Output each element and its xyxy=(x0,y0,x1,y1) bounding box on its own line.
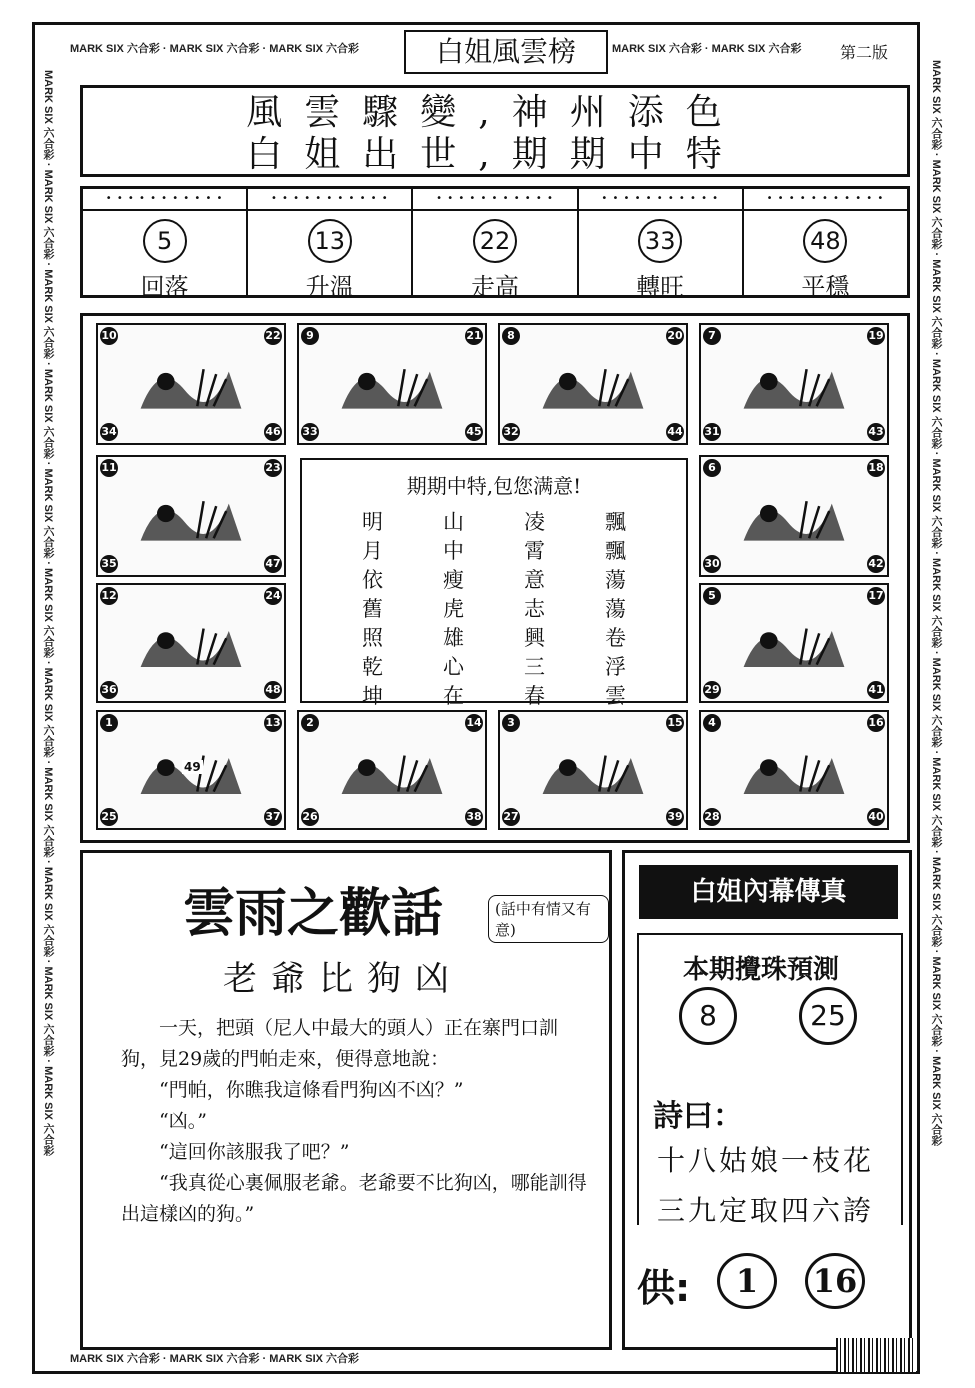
poem-char: 雲 xyxy=(605,684,626,708)
zodiac-illustration xyxy=(329,734,455,806)
zodiac-illustration xyxy=(530,347,656,421)
trend-number: 5 xyxy=(143,219,187,263)
zodiac-number: 26 xyxy=(301,808,319,826)
zodiac-number: 39 xyxy=(666,808,684,826)
poem-char: 雄 xyxy=(443,626,464,650)
zodiac-number: 16 xyxy=(867,714,885,732)
inside-info-section xyxy=(622,850,912,1350)
zodiac-number: 38 xyxy=(465,808,483,826)
zodiac-number: 47 xyxy=(264,555,282,573)
story-paragraph: “這回你該服我了吧？” xyxy=(121,1141,350,1163)
zodiac-number: 24 xyxy=(264,587,282,605)
zodiac-number: 28 xyxy=(703,808,721,826)
trend-cell xyxy=(248,189,413,301)
zodiac-number: 45 xyxy=(465,423,483,441)
supply-number: 1 xyxy=(717,1253,777,1309)
zodiac-number: 43 xyxy=(867,423,885,441)
zodiac-number: 2 xyxy=(301,714,319,732)
zodiac-number: 30 xyxy=(703,555,721,573)
poem-line: 十八姑娘一枝花 xyxy=(657,1144,875,1177)
dot-row: • • • • • • • • • • • xyxy=(83,189,246,211)
barcode xyxy=(836,1338,916,1372)
poem-char: 乾 xyxy=(362,655,383,679)
poem-char: 坤 xyxy=(362,684,383,708)
zodiac-tile xyxy=(96,583,286,703)
supply-label: 供: xyxy=(637,1266,691,1310)
inside-info-banner: 白姐內幕傳真 xyxy=(639,865,898,919)
zodiac-number: 21 xyxy=(465,327,483,345)
poem-char: 照 xyxy=(362,626,383,650)
zodiac-number: 11 xyxy=(100,459,118,477)
prediction-number: 25 xyxy=(799,987,857,1045)
zodiac-number: 9 xyxy=(301,327,319,345)
zodiac-tile xyxy=(297,710,487,830)
poem-char: 中 xyxy=(443,539,464,563)
zodiac-illustration xyxy=(731,734,857,806)
right-strip: MARK SIX 六合彩 · MARK SIX 六合彩 · MARK SIX 六合彩 · MARK SIX 六合彩 · MARK SIX 六合彩 · MARK SIX 六合彩 · MARK SIX 六合彩 · MARK SIX 六合彩 · MARK SIX 六合彩 · MARK SIX 六合彩 · MARK SIX 六合彩 xyxy=(930,60,942,1146)
trend-label: 平穩 xyxy=(801,273,850,301)
story-paragraph: “門帕，你瞧我這條看門狗凶不凶？” xyxy=(121,1079,464,1101)
zodiac-illustration xyxy=(731,479,857,553)
story-paragraph: “凶。” xyxy=(121,1110,207,1132)
page-title: 白姐風雲榜 xyxy=(404,30,608,74)
trend-cell xyxy=(413,189,578,301)
poem-heading: 期期中特,包您满意! xyxy=(406,474,582,498)
headline-line-2: 白姐出世,期期中特 xyxy=(246,134,744,175)
poem-label: 詩曰： xyxy=(653,1099,743,1134)
zodiac-number: 8 xyxy=(502,327,520,345)
poem-char: 瘦 xyxy=(443,568,464,592)
poem-char: 浮 xyxy=(605,655,626,679)
zodiac-number: 33 xyxy=(301,423,319,441)
zodiac-illustration xyxy=(329,347,455,421)
story-paragraph: “我真從心裏佩服老爺。老爺要不比狗凶，哪能訓得出這樣凶的狗。” xyxy=(121,1172,587,1225)
poem-char: 心 xyxy=(443,655,464,679)
poem-char: 志 xyxy=(524,597,545,621)
poem-line: 三九定取四六誇 xyxy=(657,1194,875,1227)
trend-row xyxy=(80,186,910,301)
zodiac-tile xyxy=(96,455,286,577)
poem-char: 明 xyxy=(362,510,383,534)
zodiac-tile xyxy=(498,323,688,445)
story-title: 雲雨之歡話 xyxy=(183,883,444,944)
zodiac-number: 6 xyxy=(703,459,721,477)
zodiac-number: 48 xyxy=(264,681,282,699)
zodiac-tile xyxy=(699,583,889,703)
zodiac-number: 5 xyxy=(703,587,721,605)
trend-cell xyxy=(744,189,907,301)
poem-char: 凌 xyxy=(524,510,545,534)
zodiac-number: 41 xyxy=(867,681,885,699)
zodiac-number: 10 xyxy=(100,327,118,345)
zodiac-number: 3 xyxy=(502,714,520,732)
edition-label: 第二版 xyxy=(840,43,889,62)
poem-char: 蕩 xyxy=(605,568,626,592)
zodiac-tile xyxy=(699,323,889,445)
zodiac-illustration xyxy=(731,607,857,679)
zodiac-number: 13 xyxy=(264,714,282,732)
poem-char: 意 xyxy=(524,568,545,592)
zodiac-number: 23 xyxy=(264,459,282,477)
headline-box xyxy=(80,85,910,177)
zodiac-number: 18 xyxy=(867,459,885,477)
trend-number: 33 xyxy=(638,219,682,263)
poem-char: 興 xyxy=(524,626,545,650)
prediction-title: 本期攪珠預測 xyxy=(683,955,840,985)
trend-label: 走高 xyxy=(471,273,519,301)
poem-char: 舊 xyxy=(362,597,383,621)
zodiac-number: 40 xyxy=(867,808,885,826)
zodiac-number: 37 xyxy=(264,808,282,826)
story-paragraph: 一天，把頭（尼人中最大的頭人）正在寨門口訓狗，見29歲的門帕走來，便得意地說： xyxy=(121,1017,559,1070)
zodiac-number: 15 xyxy=(666,714,684,732)
zodiac-number: 42 xyxy=(867,555,885,573)
zodiac-number: 49 xyxy=(184,760,201,774)
zodiac-illustration xyxy=(128,347,254,421)
zodiac-tile xyxy=(699,710,889,830)
zodiac-number: 31 xyxy=(703,423,721,441)
poem-char: 在 xyxy=(443,684,464,708)
trend-label: 升溫 xyxy=(305,273,354,301)
zodiac-number: 29 xyxy=(703,681,721,699)
zodiac-number: 7 xyxy=(703,327,721,345)
dot-row: • • • • • • • • • • • xyxy=(744,189,907,211)
poem-char: 霄 xyxy=(524,539,545,563)
trend-number: 22 xyxy=(473,219,517,263)
story-section xyxy=(80,850,612,1350)
poem-char: 三 xyxy=(524,655,545,679)
top-strip-right: MARK SIX 六合彩 · MARK SIX 六合彩 xyxy=(612,43,802,55)
zodiac-tile xyxy=(498,710,688,830)
poem-char: 山 xyxy=(443,510,464,534)
poem-char: 春 xyxy=(524,684,545,708)
bottom-strip: MARK SIX 六合彩 · MARK SIX 六合彩 · MARK SIX 六合彩 xyxy=(70,1353,360,1365)
zodiac-number: 27 xyxy=(502,808,520,826)
zodiac-number: 4 xyxy=(703,714,721,732)
zodiac-number: 35 xyxy=(100,555,118,573)
poem-char: 月 xyxy=(362,539,383,563)
headline-line-1: 風雲驟變,神州添色 xyxy=(246,92,744,133)
supply-number: 16 xyxy=(805,1253,865,1309)
poem-char: 飄 xyxy=(605,539,626,563)
zodiac-tile xyxy=(297,323,487,445)
dot-row: • • • • • • • • • • • xyxy=(248,189,411,211)
zodiac-illustration xyxy=(731,347,857,421)
poem-char: 飄 xyxy=(605,510,626,534)
left-strip: MARK SIX 六合彩 · MARK SIX 六合彩 · MARK SIX 六合彩 · MARK SIX 六合彩 · MARK SIX 六合彩 · MARK SIX 六合彩 · MARK SIX 六合彩 · MARK SIX 六合彩 · MARK SIX 六合彩 · MARK SIX 六合彩 · MARK SIX 六合彩 xyxy=(42,70,54,1156)
zodiac-number: 34 xyxy=(100,423,118,441)
trend-cell xyxy=(83,189,248,301)
poem-char: 虎 xyxy=(443,597,464,621)
zodiac-number: 36 xyxy=(100,681,118,699)
zodiac-number: 46 xyxy=(264,423,282,441)
story-subtitle: (話中有情又有意) xyxy=(488,895,609,943)
poem-char: 依 xyxy=(362,568,383,592)
zodiac-number: 1 xyxy=(100,714,118,732)
zodiac-number: 17 xyxy=(867,587,885,605)
trend-label: 轉旺 xyxy=(636,273,685,301)
prediction-number: 8 xyxy=(679,987,737,1045)
zodiac-number: 22 xyxy=(264,327,282,345)
poem-char: 卷 xyxy=(605,626,626,650)
top-strip: MARK SIX 六合彩 · MARK SIX 六合彩 · MARK SIX 六合彩 xyxy=(70,43,360,55)
zodiac-illustration xyxy=(128,479,254,553)
zodiac-number: 19 xyxy=(867,327,885,345)
zodiac-number: 20 xyxy=(666,327,684,345)
story-body xyxy=(121,1013,591,1230)
poem-char: 蕩 xyxy=(605,597,626,621)
zodiac-number: 44 xyxy=(666,423,684,441)
zodiac-illustration xyxy=(128,607,254,679)
trend-number: 13 xyxy=(308,219,352,263)
zodiac-number: 14 xyxy=(465,714,483,732)
dot-row: • • • • • • • • • • • xyxy=(579,189,742,211)
trend-label: 回落 xyxy=(140,273,189,301)
poem-grid xyxy=(332,509,656,710)
trend-cell xyxy=(579,189,744,301)
zodiac-number: 32 xyxy=(502,423,520,441)
zodiac-number: 25 xyxy=(100,808,118,826)
zodiac-tile xyxy=(96,323,286,445)
zodiac-tile xyxy=(96,710,286,830)
story-heading: 老爺比狗凶 xyxy=(223,959,463,999)
zodiac-illustration xyxy=(530,734,656,806)
trend-number: 48 xyxy=(803,219,847,263)
zodiac-tile xyxy=(699,455,889,577)
poem-box xyxy=(300,458,688,708)
dot-row: • • • • • • • • • • • xyxy=(413,189,576,211)
zodiac-number: 12 xyxy=(100,587,118,605)
